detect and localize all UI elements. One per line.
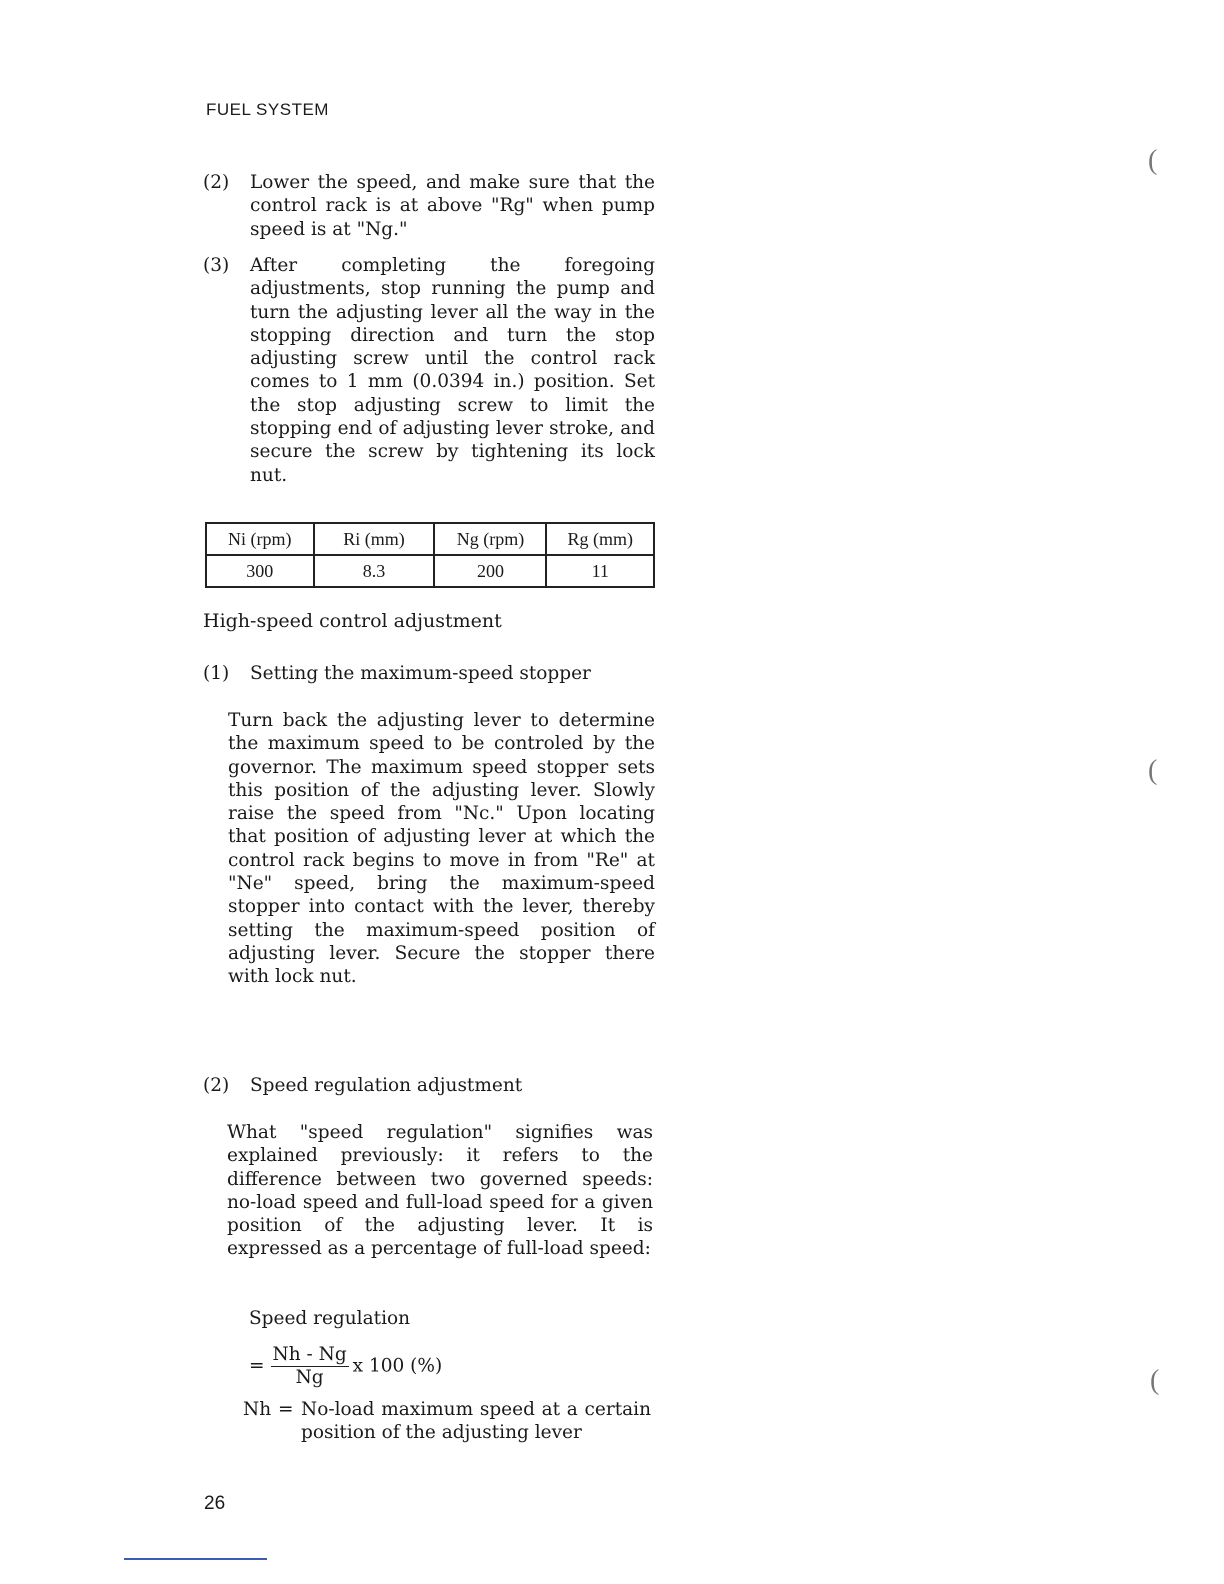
formula-suffix: x 100 (%): [352, 1355, 443, 1377]
definition: [243, 1398, 651, 1445]
formula-equals: =: [249, 1355, 265, 1377]
formula-fraction: [271, 1344, 349, 1389]
section-heading: High-speed control adjustment: [203, 610, 502, 632]
definition-equals: =: [278, 1399, 294, 1420]
step-number: (2): [203, 172, 230, 193]
table-cell: 300: [206, 555, 314, 587]
page-number: 26: [204, 1493, 226, 1514]
step-text: Lower the speed, and make sure that the control rack is at above "Rg" when pump speed is at "Ng.": [250, 172, 655, 240]
table-header-cell: Ri (mm): [314, 523, 435, 555]
subsection-heading: [203, 1074, 655, 1097]
formula-label: Speed regulation: [249, 1308, 411, 1329]
formula-numerator: Nh - Ng: [272, 1344, 347, 1365]
binder-hole-mark: (: [1150, 1365, 1160, 1396]
bottom-rule: [124, 1558, 267, 1560]
definition-term: Nh: [243, 1399, 272, 1420]
subsection-number: (1): [203, 663, 230, 684]
running-header: FUEL SYSTEM: [206, 100, 329, 119]
subsection-number: (2): [203, 1075, 230, 1096]
table-header-cell: Ng (rpm): [434, 523, 546, 555]
step-item: [203, 254, 655, 487]
formula: [249, 1344, 442, 1389]
table-cell: 200: [434, 555, 546, 587]
table-cell: 8.3: [314, 555, 435, 587]
table-header-cell: Ni (rpm): [206, 523, 314, 555]
binder-hole-mark: (: [1148, 755, 1158, 786]
subsection-heading: [203, 662, 655, 685]
subsection-title: Speed regulation adjustment: [250, 1075, 523, 1096]
table-header-row: [206, 523, 654, 555]
definition-text: No-load maximum speed at a certain position of the adjusting lever: [301, 1399, 651, 1444]
spec-table: [205, 522, 655, 588]
subsection-body: What "speed regulation" signifies was explained previously: it refers to the difference between two governed speeds: no-load speed and full-load speed for a given position of the adjusting lever. It is expressed as a percentage of full-load speed:: [227, 1122, 653, 1260]
step-text: After completing the foregoing adjustments, stop running the pump and turn the adjusting lever all the way in the stopping direction and turn the stop adjusting screw until the control rack comes to 1 mm (0.0394 in.) position. Set the stop adjusting screw to limit the stopping end of adjusting lever stroke, and secure the screw by tightening its lock nut.: [250, 255, 655, 486]
formula-denominator: Ng: [295, 1367, 324, 1388]
subsection-body: Turn back the adjusting lever to determine the maximum speed to be controled by the governor. The maximum speed stopper sets this position of the adjusting lever. Slowly raise the speed from "Nc." Upon locating that position of adjusting lever at which the control rack begins to move in from "Re" at "Ne" speed, bring the maximum-speed stopper into contact with the lever, thereby setting the maximum-speed position of adjusting lever. Secure the stopper there with lock nut.: [228, 710, 655, 988]
binder-hole-mark: (: [1148, 145, 1158, 176]
step-item: [203, 171, 655, 241]
table-row: [206, 555, 654, 587]
subsection-title: Setting the maximum-speed stopper: [250, 663, 591, 684]
table-header-cell: Rg (mm): [546, 523, 654, 555]
table-cell: 11: [546, 555, 654, 587]
step-number: (3): [203, 255, 230, 276]
